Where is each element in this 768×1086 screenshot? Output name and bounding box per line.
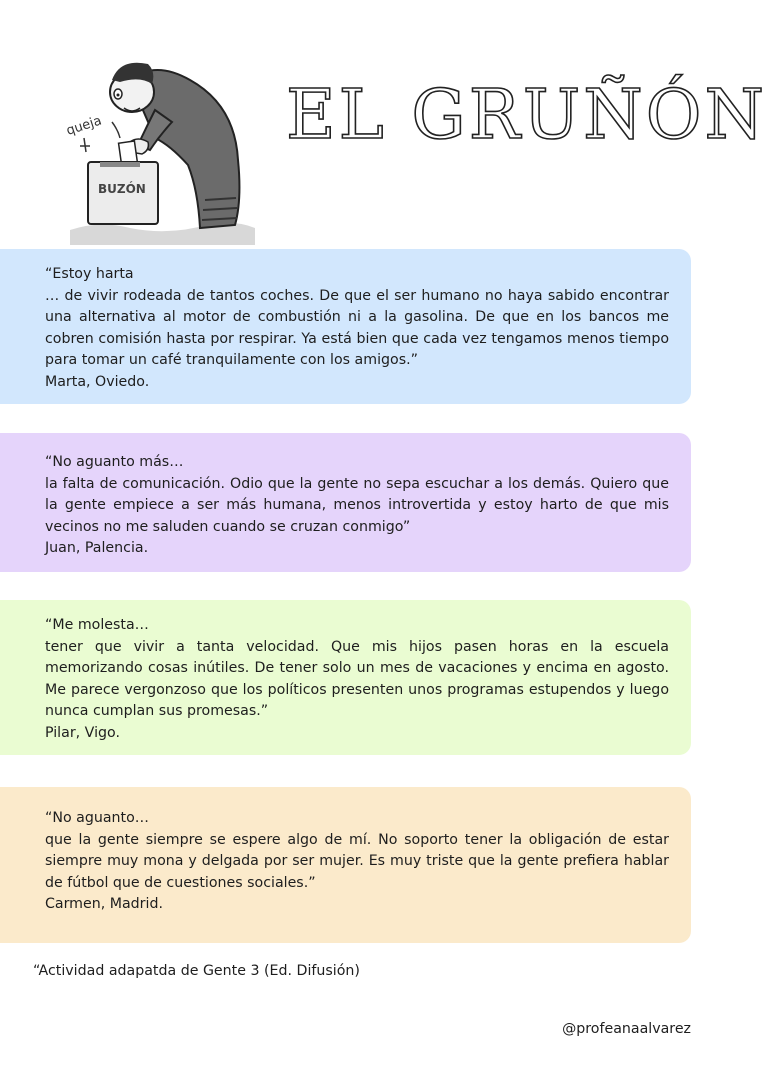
complaint-mailbox-illustration xyxy=(60,50,260,245)
author-handle: @profeanaalvarez xyxy=(562,1021,691,1037)
complaint-card-1 xyxy=(0,249,691,404)
complaint-author: Pilar, Vigo. xyxy=(45,724,120,741)
complaint-author: Juan, Palencia. xyxy=(45,540,149,557)
complaint-opening: “No aguanto… xyxy=(45,810,149,826)
complaint-body: tener que vivir a tanta velocidad. Que mis hijos pasen horas en la escuela memorizando cosas inútiles. De tener solo un mes de vacaciones y encima en agosto. Me parece vergonzoso que los políticos presenten unos programas estupendos y luego nunca cumplan sus promesas.” xyxy=(45,638,669,720)
complaint-card-4 xyxy=(0,787,691,943)
complaint-author: Carmen, Madrid. xyxy=(45,896,163,913)
mailbox-label: BUZÓN xyxy=(98,182,146,196)
complaint-opening: “No aguanto más… xyxy=(45,454,184,470)
complaint-body: que la gente siempre se espere algo de mí. No soporto tener la obligación de estar siempre muy mona y delgada por ser mujer. Es muy triste que la gente prefiera hablar de fútbol que de cuestiones sociales.” xyxy=(45,831,669,891)
page-title: EL GRUÑÓN xyxy=(286,76,767,155)
complaint-card-2 xyxy=(0,433,691,572)
complaint-opening: “Me molesta… xyxy=(45,617,149,633)
note-label: queja xyxy=(64,113,104,139)
complaint-body: … de vivir rodeada de tantos coches. De que el ser humano no haya sabido encontrar una alternativa al motor de combustión ni a la gasolina. De que en los bancos me cobren comisión hasta por respirar. Ya está bien que cada vez tengamos menos tiempo para tomar un café tranquilamente con los amigos.” xyxy=(45,287,669,369)
source-footnote: “Actividad adapatda de Gente 3 (Ed. Difusión) xyxy=(33,963,360,979)
complaint-card-3 xyxy=(0,600,691,755)
complaint-opening: “Estoy harta xyxy=(45,266,134,282)
complaint-author: Marta, Oviedo. xyxy=(45,373,150,390)
complaint-body: la falta de comunicación. Odio que la gente no sepa escuchar a los demás. Quiero que la gente empiece a ser más humana, menos introvertida y estoy harto de que mis vecinos no me saluden cuando se cruzan conmigo” xyxy=(45,475,669,535)
